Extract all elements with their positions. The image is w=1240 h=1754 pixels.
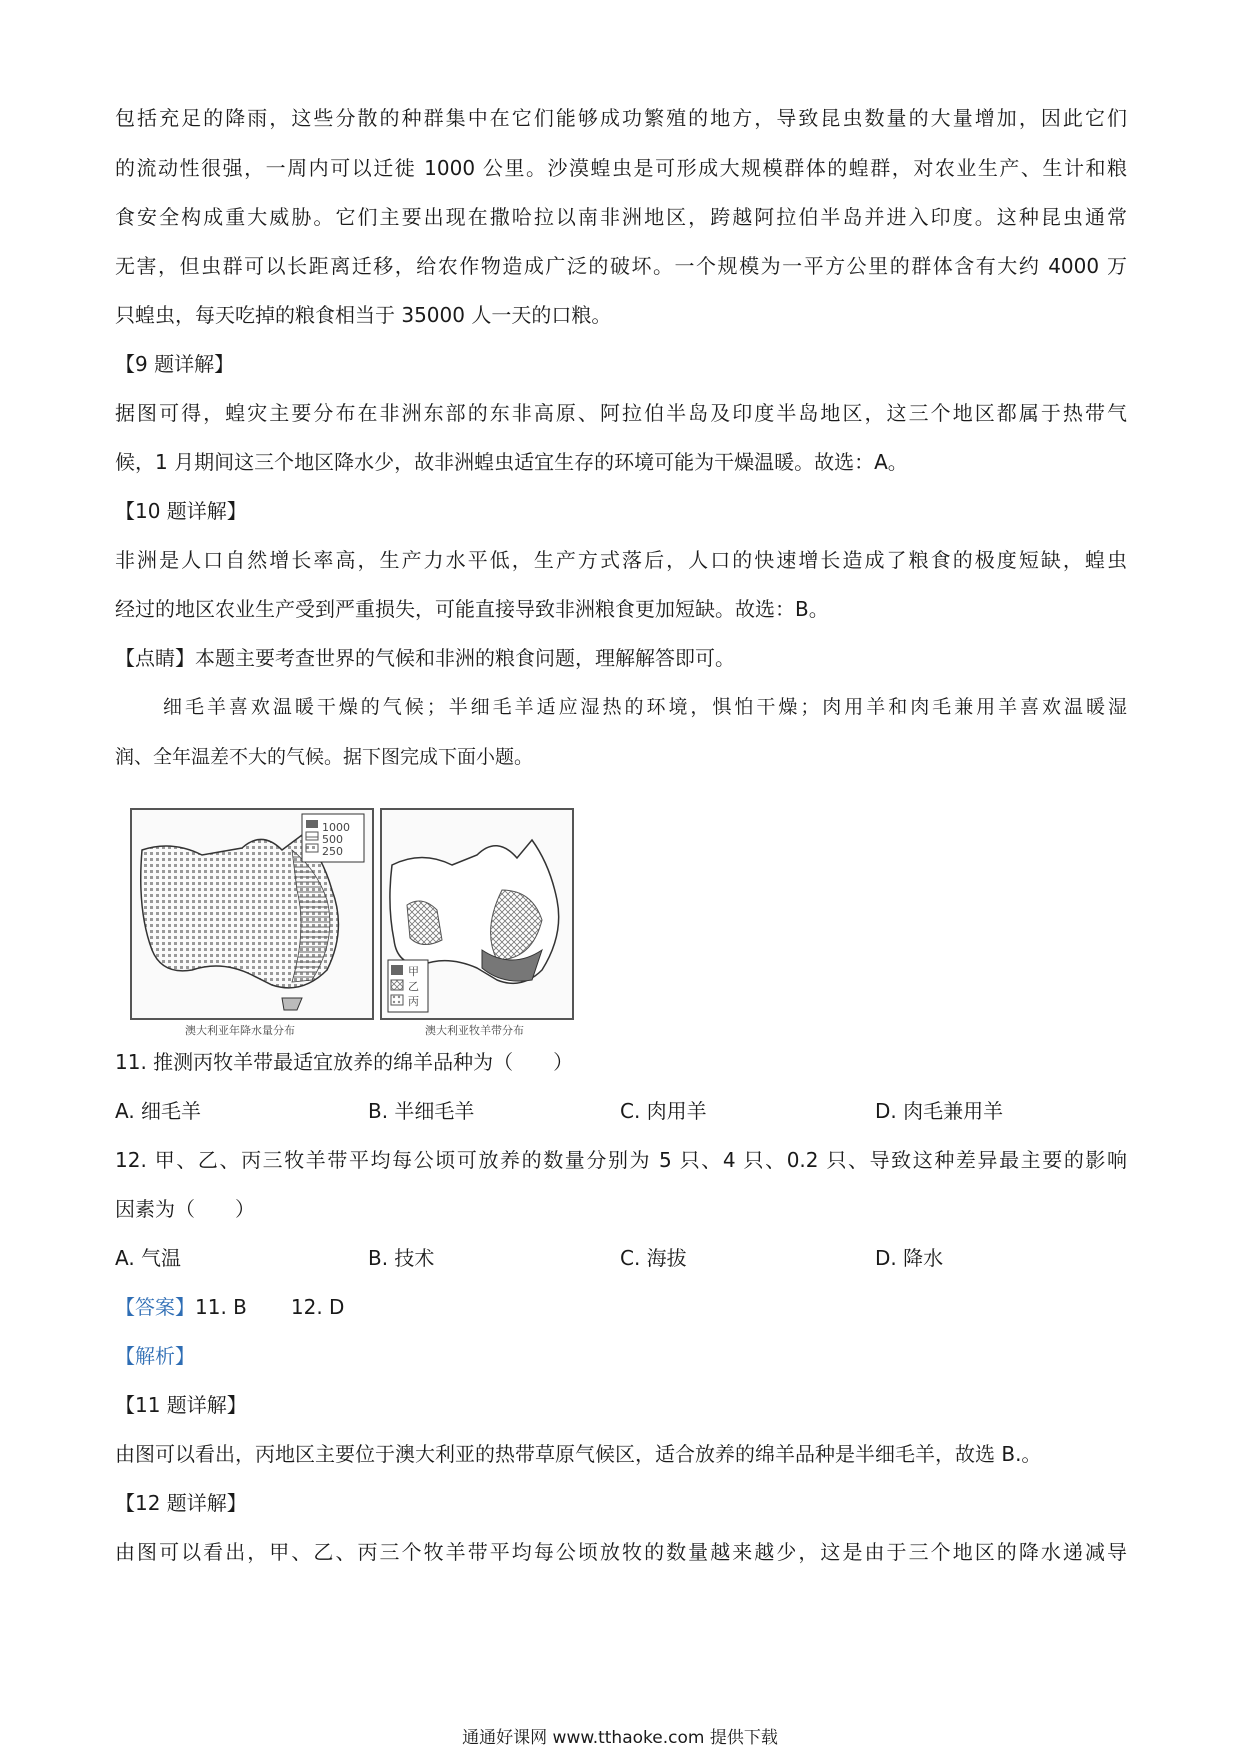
q12-option-d: D. 降水 (875, 1246, 944, 1270)
answer-label: 【答案】 (115, 1295, 195, 1319)
legend-jia: 甲 (408, 965, 419, 978)
rainfall-map-caption: 澳大利亚年降水量分布 (185, 1024, 295, 1037)
question-11-stem: 11. 推测丙牧羊带最适宜放养的绵羊品种为（ ） (115, 1050, 574, 1074)
paragraph-line: 食安全构成重大威胁。它们主要出现在撒哈拉以南非洲地区，跨越阿拉伯半岛并进入印度。这种昆虫通常 (115, 205, 1127, 229)
intro-line: 细毛羊喜欢温暖干燥的气候；半细毛羊适应湿热的环境，惧怕干燥；肉用羊和肉毛兼用羊喜欢温暖湿 (163, 696, 1127, 718)
answer-12: 12. D (290, 1295, 345, 1319)
q11-option-d: D. 肉毛兼用羊 (875, 1099, 1004, 1123)
answer-11: 11. B (195, 1295, 247, 1319)
paragraph-line: 候，1 月期间这三个地区降水少，故非洲蝗虫适宜生存的环境可能为干燥温暖。故选：A。 (115, 450, 908, 474)
dianjing-note: 【点睛】本题主要考查世界的气候和非洲的粮食问题，理解解答即可。 (115, 646, 735, 670)
paragraph-line: 包括充足的降雨，这些分散的种群集中在它们能够成功繁殖的地方，导致昆虫数量的大量增加，因此它们 (115, 106, 1127, 130)
section-heading-10: 【10 题详解】 (115, 499, 247, 523)
legend-500: 500 (322, 833, 343, 846)
paragraph-line: 据图可得，蝗灾主要分布在非洲东部的东非高原、阿拉伯半岛及印度半岛地区，这三个地区都属于热带气 (115, 401, 1127, 425)
sheep-belt-map-caption: 澳大利亚牧羊带分布 (425, 1024, 524, 1037)
paragraph-line: 的流动性很强，一周内可以迁徙 1000 公里。沙漠蝗虫是可形成大规模群体的蝗群，对农业生产、生计和粮 (115, 156, 1127, 180)
q12-option-a: A. 气温 (115, 1246, 182, 1270)
analysis-label: 【解析】 (115, 1344, 195, 1368)
answer-line (115, 1293, 344, 1321)
section-heading-11: 【11 题详解】 (115, 1393, 247, 1417)
footer-source: 通通好课网 www.tthaoke.com 提供下载 (462, 1728, 778, 1748)
rainfall-map-figure (130, 808, 374, 1020)
paragraph-line: 由图可以看出，丙地区主要位于澳大利亚的热带草原气候区，适合放养的绵羊品种是半细毛羊，故选 B.。 (115, 1442, 1042, 1466)
paragraph-line: 经过的地区农业生产受到严重损失，可能直接导致非洲粮食更加短缺。故选：B。 (115, 597, 829, 621)
paragraph-line: 非洲是人口自然增长率高，生产力水平低，生产方式落后，人口的快速增长造成了粮食的极度短缺，蝗虫 (115, 548, 1127, 572)
q11-option-c: C. 肉用羊 (620, 1099, 707, 1123)
q11-option-b: B. 半细毛羊 (368, 1099, 475, 1123)
legend-250: 250 (322, 845, 343, 858)
q11-option-a: A. 细毛羊 (115, 1099, 202, 1123)
section-heading-12: 【12 题详解】 (115, 1491, 247, 1515)
legend-1000: 1000 (322, 821, 350, 834)
q12-option-c: C. 海拔 (620, 1246, 687, 1270)
question-12-stem-cont: 因素为（ ） (115, 1197, 255, 1221)
legend-yi: 乙 (408, 980, 419, 993)
paragraph-line: 由图可以看出，甲、乙、丙三个牧羊带平均每公顷放牧的数量越来越少，这是由于三个地区的降水递减导 (115, 1540, 1127, 1564)
paragraph-line: 只蝗虫，每天吃掉的粮食相当于 35000 人一天的口粮。 (115, 303, 612, 327)
intro-line: 润、全年温差不大的气候。据下图完成下面小题。 (115, 746, 534, 768)
section-heading-9: 【9 题详解】 (115, 352, 235, 376)
legend-bing: 丙 (408, 995, 419, 1008)
q12-option-b: B. 技术 (368, 1246, 435, 1270)
paragraph-line: 无害，但虫群可以长距离迁移，给农作物造成广泛的破坏。一个规模为一平方公里的群体含有大约 4000 万 (115, 254, 1127, 278)
sheep-belt-map-figure (380, 808, 574, 1020)
question-12-stem: 12. 甲、乙、丙三牧羊带平均每公顷可放养的数量分别为 5 只、4 只、0.2 只、导致这种差异最主要的影响 (115, 1148, 1127, 1172)
